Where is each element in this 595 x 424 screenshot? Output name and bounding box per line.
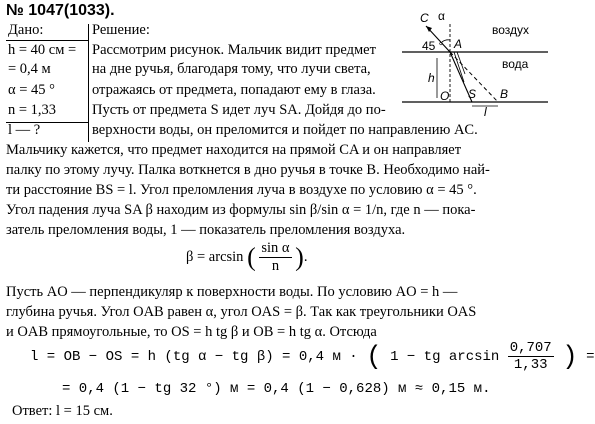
formula-beta-left: β = arcsin (186, 248, 244, 265)
given-divider-vertical (88, 24, 89, 142)
problem-number: № 1047(1033). (6, 2, 115, 19)
label-air: воздух (492, 23, 530, 37)
given-row: n = 1,33 (8, 102, 57, 118)
formula-l-inner: 1 − tg arcsin (390, 349, 500, 366)
given-unknown: l — ? (8, 122, 41, 138)
given-divider-top (6, 40, 88, 41)
body-line: палку по этому лучу. Палка воткнется в дно ручья в точке B. Необходимо най- (6, 162, 490, 178)
body-line: Угол падения луча SA β находим из формулы sin β/sin α = 1/n, где n — пока- (6, 202, 476, 218)
fraction-denominator: n (271, 258, 280, 274)
body-line: Пусть AO — перпендикуляр к поверхности воды. По условию AO = h — (6, 284, 458, 300)
label-s: S (468, 87, 477, 101)
solution-line: на дне ручья, благодаря тому, что лучи света, (92, 61, 371, 77)
solution-line: Пусть от предмета S идет луч SA. Дойдя до по- (92, 102, 386, 118)
given-row: h = 40 см = (8, 42, 77, 58)
given-row: α = 45 ° (8, 82, 55, 98)
formula-beta-fraction (259, 240, 291, 275)
label-angle: 45 ° (422, 39, 444, 53)
refraction-diagram (402, 6, 548, 118)
formula-l-left: l = OB − OS = h (tg α − tg β) = 0,4 м · (30, 349, 358, 366)
label-l: l (484, 105, 487, 119)
label-h: h (428, 71, 435, 85)
formula-beta: β = arcsin ( $\frac{\text{sin α}}{n}$ ). (186, 240, 308, 274)
formula-result: = 0,4 (1 − tg 32 °) м = 0,4 (1 − 0,628) м ≈ 0,15 м. (62, 381, 491, 397)
label-o: O (440, 89, 450, 103)
given-header: Дано: (8, 22, 44, 38)
solution-header: Решение: (92, 22, 150, 38)
body-line: ти расстояние BS = l. Угол преломления луча в воздухе по условию α = 45 °. (6, 182, 477, 198)
body-line: глубина ручья. Угол OAB равен α, угол OAS = β. Так как треугольники OAS (6, 304, 477, 320)
solution-line: Рассмотрим рисунок. Мальчик видит предмет (92, 42, 376, 58)
formula-l: l = OB − OS = h (tg α − tg β) = 0,4 м · ( 1 − tg arcsin $\frac{0,707}{1,33}$ ) = (30, 340, 595, 373)
formula-l-right: = (586, 349, 595, 366)
body-line: затель преломления воды, 1 — показатель преломления воздуха. (6, 222, 406, 238)
solution-line: отражаясь от предмета, попадают ему в глаза. (92, 82, 376, 98)
body-line: и OAB прямоугольные, то OS = h tg β и OB = h tg α. Отсюда (6, 324, 377, 340)
solution-line: верхности воды, он преломится и пойдет по направлению AC. (92, 122, 478, 138)
given-row: = 0,4 м (8, 61, 51, 77)
body-line: Мальчику кажется, что предмет находится на прямой CA и он направляет (6, 142, 462, 158)
label-alpha: α (438, 9, 445, 23)
label-a: A (454, 37, 463, 51)
label-water: вода (502, 57, 529, 71)
label-c: C (420, 11, 429, 25)
formula-l-fraction (508, 340, 554, 373)
fraction-numerator: sin α (261, 240, 290, 256)
fraction-numerator: 0,707 (509, 340, 552, 356)
answer-line: Ответ: l = 15 см. (12, 403, 113, 419)
fraction-denominator: 1,33 (513, 357, 548, 373)
label-b: B (500, 87, 509, 101)
